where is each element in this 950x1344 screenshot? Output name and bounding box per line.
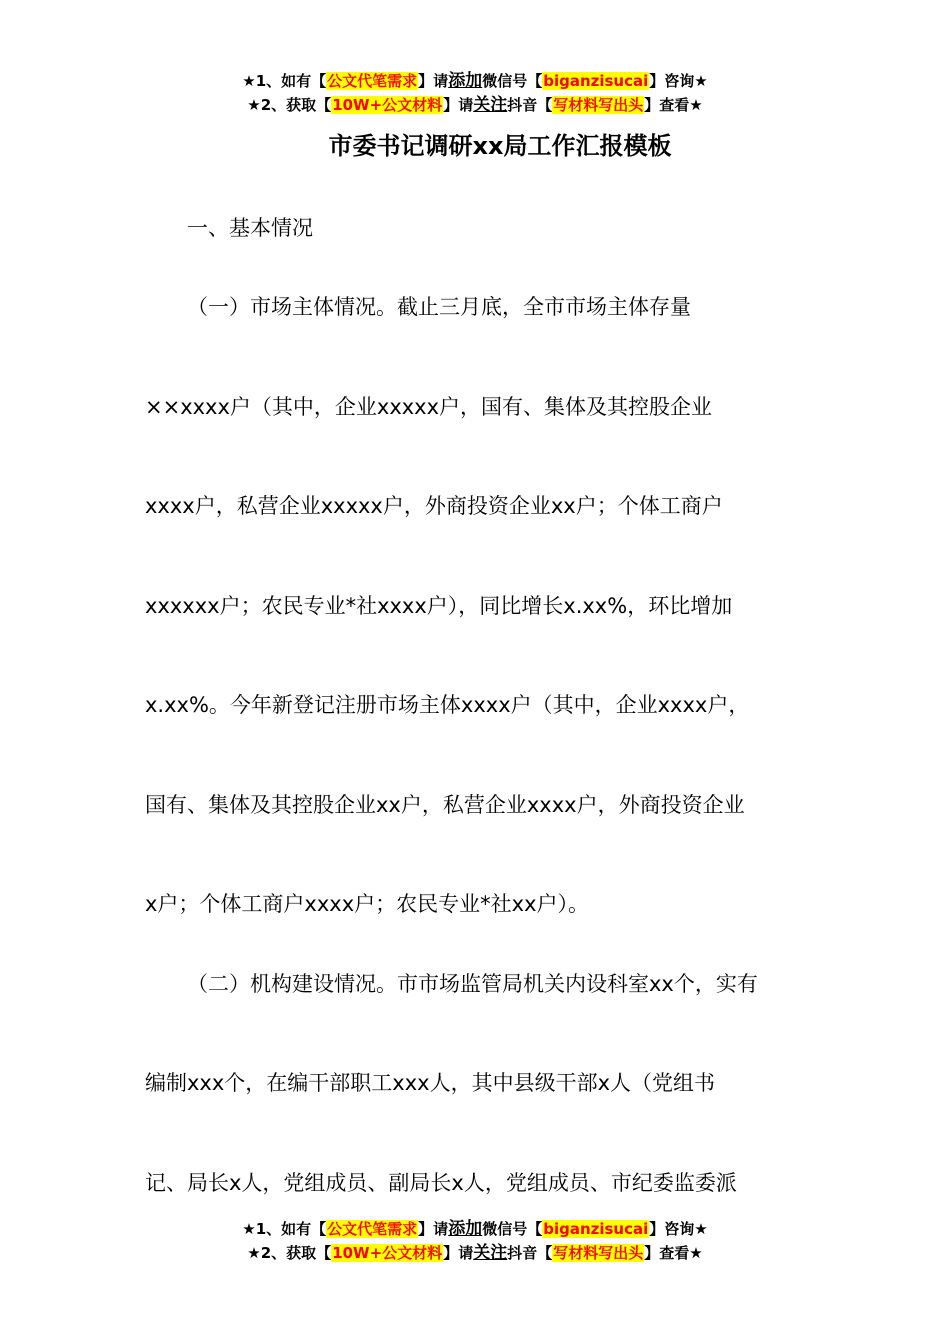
follow-emphasis: 关注	[473, 95, 508, 115]
service-highlight: 公文代笔需求	[327, 72, 418, 90]
bottom-banner	[0, 1217, 950, 1265]
banner-line-2: ★2、获取【10W+公文材料】请关注抖音【写材料写出头】查看★	[247, 95, 703, 115]
wechat-id: biganzisucai	[543, 72, 649, 90]
paragraph-line: ××xxxx户（其中，企业xxxxx户，国有、集体及其控股企业	[145, 395, 713, 419]
paragraph-line: 记、局长x人，党组成员、副局长x人，党组成员、市纪委监委派	[145, 1171, 737, 1195]
banner-line-1: ★1、如有【公文代笔需求】请添加微信号【biganzisucai】咨询★	[242, 71, 708, 91]
top-banner	[0, 69, 950, 117]
paragraph-line: 编制xxx个，在编干部职工xxx人，其中县级干部x人（党组书	[145, 1071, 715, 1095]
paragraph-line: （二）机构建设情况。市市场监管局机关内设科室xx个，实有	[187, 972, 758, 996]
document-title: 市委书记调研xx局工作汇报模板	[328, 132, 672, 160]
douyin-account: 写材料写出头	[553, 96, 644, 114]
paragraph-line: x.xx%。今年新登记注册市场主体xxxx户（其中，企业xxxx户，	[145, 693, 750, 717]
add-emphasis: 添加	[448, 71, 483, 91]
follow-emphasis: 关注	[473, 1243, 508, 1263]
wechat-id: biganzisucai	[543, 1220, 649, 1238]
service-highlight: 公文代笔需求	[327, 1220, 418, 1238]
paragraph-line: xxxx户，私营企业xxxxx户，外商投资企业xx户；个体工商户	[145, 494, 723, 518]
banner-line-2: ★2、获取【10W+公文材料】请关注抖音【写材料写出头】查看★	[247, 1243, 703, 1263]
banner-line-1: ★1、如有【公文代笔需求】请添加微信号【biganzisucai】咨询★	[242, 1219, 708, 1239]
paragraph-line: x户；个体工商户xxxx户；农民专业*社xx户）。	[145, 892, 589, 916]
materials-highlight: 10W+公文材料	[332, 1244, 443, 1262]
section-heading-basic: 一、基本情况	[187, 216, 313, 240]
paragraph-line: （一）市场主体情况。截止三月底，全市市场主体存量	[187, 295, 691, 319]
add-emphasis: 添加	[448, 1219, 483, 1239]
douyin-account: 写材料写出头	[553, 1244, 644, 1262]
materials-highlight: 10W+公文材料	[332, 96, 443, 114]
paragraph-line: xxxxxx户；农民专业*社xxxx户），同比增长x.xx%，环比增加	[145, 594, 733, 618]
paragraph-line: 国有、集体及其控股企业xx户，私营企业xxxx户，外商投资企业	[145, 793, 745, 817]
